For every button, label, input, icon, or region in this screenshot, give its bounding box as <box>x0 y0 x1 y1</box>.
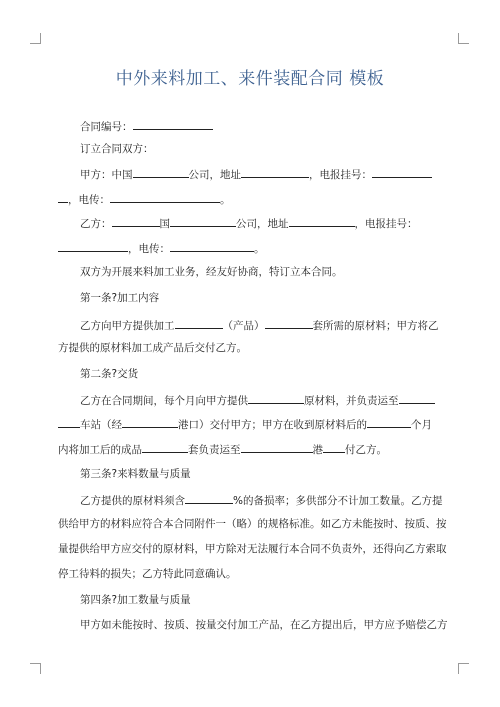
art2-text-g: 套负责运至 <box>188 444 241 456</box>
art2-port-blank <box>122 416 178 428</box>
party-b-address-label: 公司，地址 <box>236 218 289 230</box>
article-2-heading: 第二条?交货 <box>80 368 139 380</box>
art2-text-h: 港 <box>312 444 323 456</box>
party-b-line-1 <box>80 215 440 231</box>
art3-loss-rate-blank <box>185 492 233 504</box>
party-a-line-1 <box>80 166 440 182</box>
art2-sets-blank <box>142 441 188 453</box>
party-b-country-label: 国 <box>159 218 170 230</box>
art2-months-blank <box>367 416 411 428</box>
art2-deliver-port-blank <box>241 441 313 453</box>
art2-text-a: 乙方在合同期间，每个月向甲方提供 <box>80 395 248 407</box>
preamble: 双方为开展来料加工业务，经友好协商，特订立本合同。 <box>80 266 343 278</box>
party-b-cable-blank <box>58 240 128 252</box>
contract-number-label: 合同编号： <box>80 121 133 133</box>
party-b-telex-blank <box>170 240 254 252</box>
article-1-para-line-2: 方提供的原材料加工成产品后交付乙方。 <box>58 342 247 354</box>
document-title: 中外来料加工、来件装配合同 模板 <box>115 69 385 89</box>
article-2-para-line-2 <box>58 416 440 432</box>
party-a-telex-blank <box>110 191 220 203</box>
parties-heading: 订立合同双方： <box>80 143 154 155</box>
art2-text-i: 付乙方。 <box>345 444 387 456</box>
party-a-line-2 <box>58 191 440 207</box>
art3-text-b: %的备损率；多供部分不计加工数量。乙方提 <box>233 495 443 507</box>
art2-text-d: 港口）交付甲方；甲方在收到原材料后的 <box>178 419 367 431</box>
art2-text-b: 原材料，并负责运至 <box>304 395 399 407</box>
party-b-line-2 <box>58 240 440 256</box>
art1-text-c: 套所需的原材料；甲方将乙 <box>312 320 439 332</box>
party-a-cable-label: ，电报挂号： <box>309 169 372 181</box>
article-4-para-line-1: 甲方如未能按时、按质、按量交付加工产品，在乙方提出后，甲方应予赔偿乙方 <box>80 619 448 631</box>
art2-destination-blank-cont <box>58 416 80 428</box>
article-2-para-line-1 <box>80 392 440 408</box>
party-a-address-label: 公司，地址 <box>188 169 241 181</box>
party-b-country-blank <box>112 215 160 227</box>
article-1-para-line-1 <box>80 317 440 333</box>
contract-number-blank <box>133 118 213 130</box>
party-b-end: 。 <box>254 243 265 255</box>
article-2-para-line-3 <box>58 441 440 457</box>
art2-destination-blank <box>399 392 435 404</box>
party-a-cable-blank <box>372 166 432 178</box>
article-3-para-line-3: 量提供给甲方应交付的原材料，甲方除对无法履行本合同不负责外，还得向乙方索取 <box>58 543 447 555</box>
art2-material-blank <box>248 392 304 404</box>
art2-delivery-blank <box>323 441 345 453</box>
crop-mark-top-right <box>458 33 469 44</box>
article-1-heading: 第一条?加工内容 <box>80 292 160 304</box>
party-a-telex-label: ，电传： <box>68 194 110 206</box>
party-b-address-blank <box>289 215 355 227</box>
party-a-cable-blank-cont <box>58 191 68 203</box>
art1-quantity-blank <box>175 317 223 329</box>
party-b-cable-label: ，电报挂号： <box>354 218 418 230</box>
article-3-para-line-4: 停工待料的损失；乙方特此同意确认。 <box>58 568 237 580</box>
art1-text-a: 乙方向甲方提供加工 <box>80 320 175 332</box>
art3-text-a: 乙方提供的原材料须含 <box>80 495 185 507</box>
crop-mark-top-left <box>30 33 41 44</box>
party-a-address-blank <box>241 166 309 178</box>
party-a-end: 。 <box>220 194 231 206</box>
article-4-heading: 第四条?加工数量与质量 <box>80 594 191 606</box>
art1-product-blank <box>265 317 313 329</box>
party-b-telex-label: ，电传： <box>128 243 170 255</box>
article-3-para-line-2: 供给甲方的材料应符合本合同附件一（略）的规格标准。如乙方未能按时、按质、按 <box>58 518 447 530</box>
party-b-label: 乙方： <box>80 218 112 230</box>
party-a-company-blank <box>133 166 189 178</box>
art1-text-b: （产品） <box>222 320 265 332</box>
art2-text-f: 内将加工后的成品 <box>58 444 142 456</box>
article-3-para-line-1 <box>80 492 443 508</box>
art2-text-e: 个月 <box>411 419 432 431</box>
art2-text-c: 车站（经 <box>80 419 122 431</box>
crop-mark-bottom-left <box>30 663 41 674</box>
article-3-heading: 第三条?来料数量与质量 <box>80 468 191 480</box>
crop-mark-bottom-right <box>458 663 469 674</box>
contract-number-line <box>80 118 440 134</box>
party-b-company-blank <box>170 215 236 227</box>
party-a-label: 甲方：中国 <box>80 169 133 181</box>
